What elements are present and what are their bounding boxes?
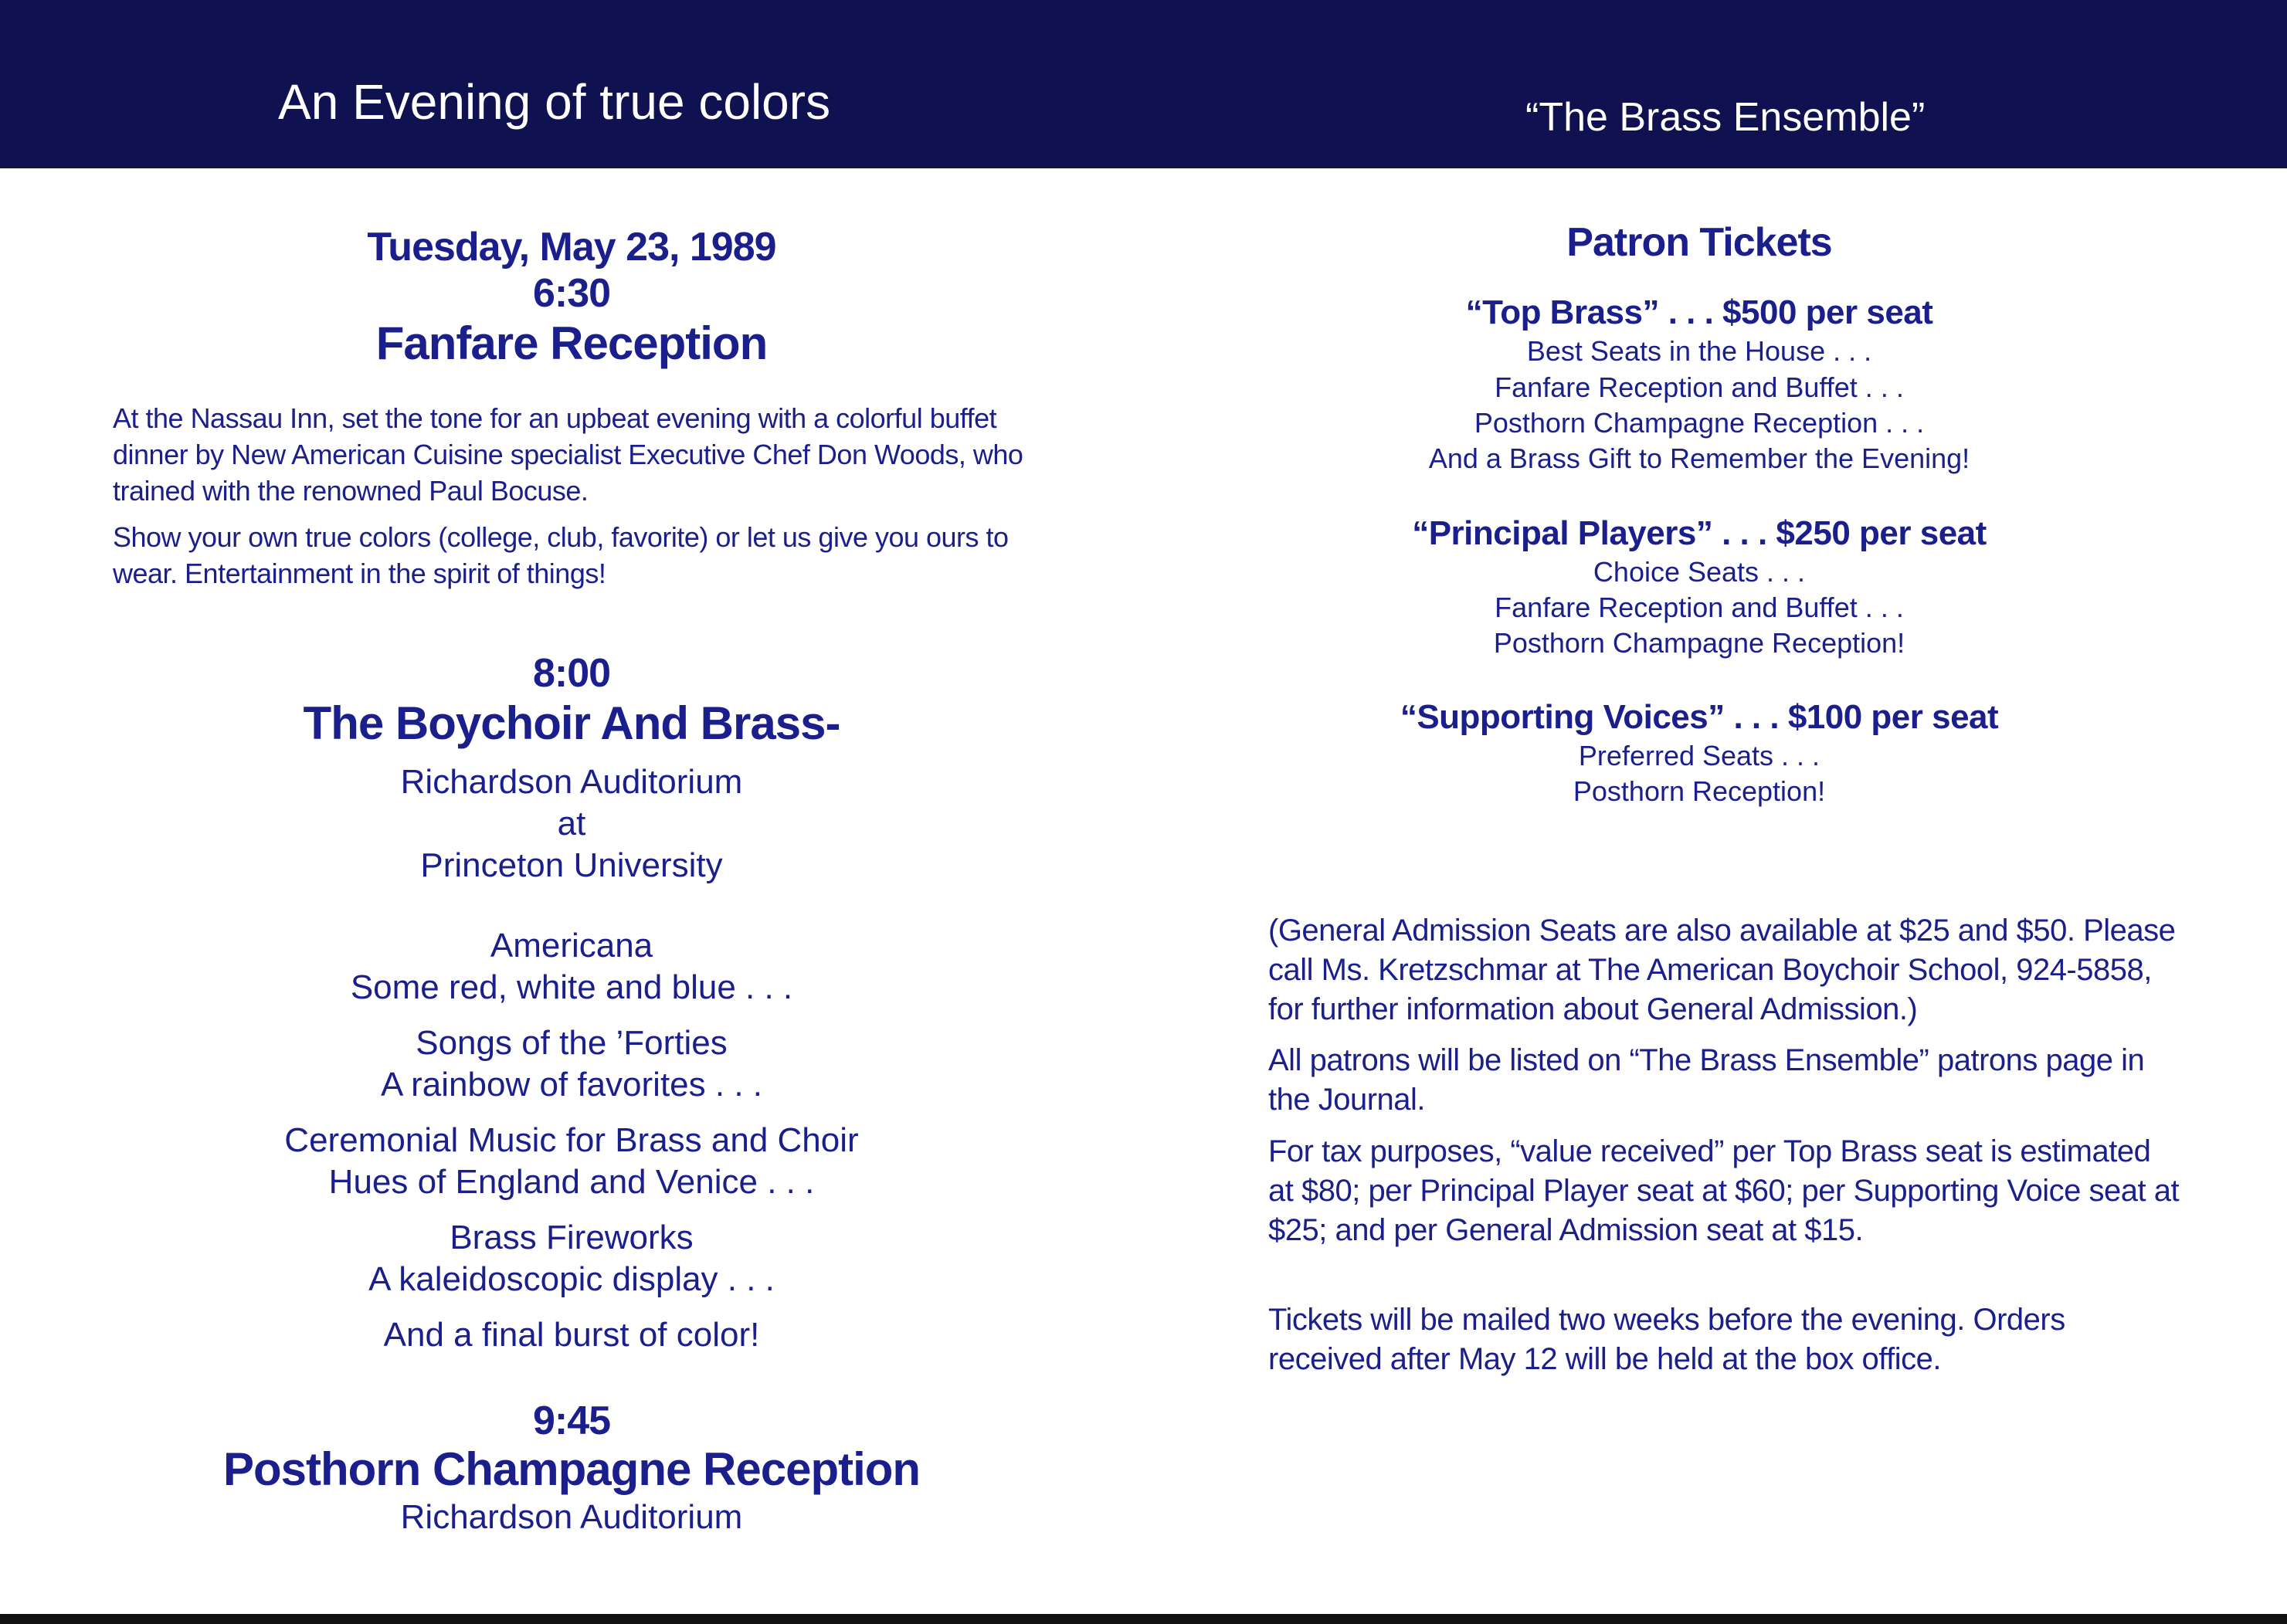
concert-title: The Boychoir And Brass- [303,697,840,749]
tier-name: “Principal Players” . . . $250 per seat [1412,514,1987,552]
venue-line: Richardson Auditorium [400,763,743,801]
tier-benefit: Best Seats in the House . . . [1526,335,1872,367]
program-title: Songs of the ’Forties [416,1024,728,1062]
tier-benefit: Posthorn Champagne Reception . . . [1474,407,1925,439]
tier-benefit: Posthorn Champagne Reception! [1493,627,1905,659]
tier-name: “Supporting Voices” . . . $100 per seat [1400,698,1999,736]
mailing-note: Tickets will be mailed two weeks before the evening. Orders received after May 12 will be held at the box office. [1268,1303,2065,1376]
header-band [0,0,2287,168]
reception-paragraph: At the Nassau Inn, set the tone for an upbeat evening with a colorful buffet dinner by New American Cuisine specialist Executive Chef Don Woods, who trained with the renowned Paul Bocuse. [113,402,1023,507]
tier-benefit: Fanfare Reception and Buffet . . . [1495,371,1904,403]
program-subtitle: Hues of England and Venice . . . [328,1163,815,1201]
posthorn-venue: Richardson Auditorium [400,1498,743,1536]
general-admission-note: (General Admission Seats are also available at $25 and $50. Please call Ms. Kretzschmar at The American Boychoir School, 924-5858, for further information about General Admission.) [1268,914,2176,1026]
tier-name: “Top Brass” . . . $500 per seat [1465,293,1933,331]
venue-line: at [557,805,586,843]
program-subtitle: A rainbow of favorites . . . [380,1066,762,1104]
tier-benefit: Preferred Seats . . . [1578,740,1820,771]
tickets-heading: Patron Tickets [1566,220,1832,265]
evening-title: An Evening of true colors [278,74,831,130]
brass-ensemble-title: “The Brass Ensemble” [1525,95,1926,140]
concert-time: 8:00 [532,651,611,696]
tier-benefit: Fanfare Reception and Buffet . . . [1495,592,1904,623]
program-title: Brass Fireworks [450,1219,694,1256]
tier-benefit: And a Brass Gift to Remember the Evening! [1428,442,1970,474]
posthorn-title: Posthorn Champagne Reception [222,1443,921,1495]
colors-paragraph: Show your own true colors (college, club, favorite) or let us give you ours to wear. Entertainment in the spirit of things! [113,521,1009,589]
reception-time: 6:30 [532,271,611,316]
tier-benefit: Posthorn Reception! [1573,775,1826,807]
posthorn-time: 9:45 [532,1399,611,1443]
journal-note: All patrons will be listed on “The Brass Ensemble” patrons page in the Journal. [1268,1043,2145,1117]
program-title: Ceremonial Music for Brass and Choir [284,1121,859,1159]
reception-title: Fanfare Reception [375,317,768,369]
finale-line: And a final burst of color! [383,1316,760,1354]
program-subtitle: A kaleidoscopic display . . . [368,1260,775,1298]
tax-note: For tax purposes, “value received” per Top Brass seat is estimated at $80; per Principal Player seat at $60; per Supporting Voice seat at $25; and per General Admission seat at $15. [1268,1134,2180,1247]
venue-line: Princeton University [420,846,723,884]
program-subtitle: Some red, white and blue . . . [350,968,793,1006]
page-edge [0,1614,2287,1624]
tier-benefit: Choice Seats . . . [1593,556,1806,588]
program-title: Americana [490,927,653,965]
event-date: Tuesday, May 23, 1989 [367,225,776,270]
